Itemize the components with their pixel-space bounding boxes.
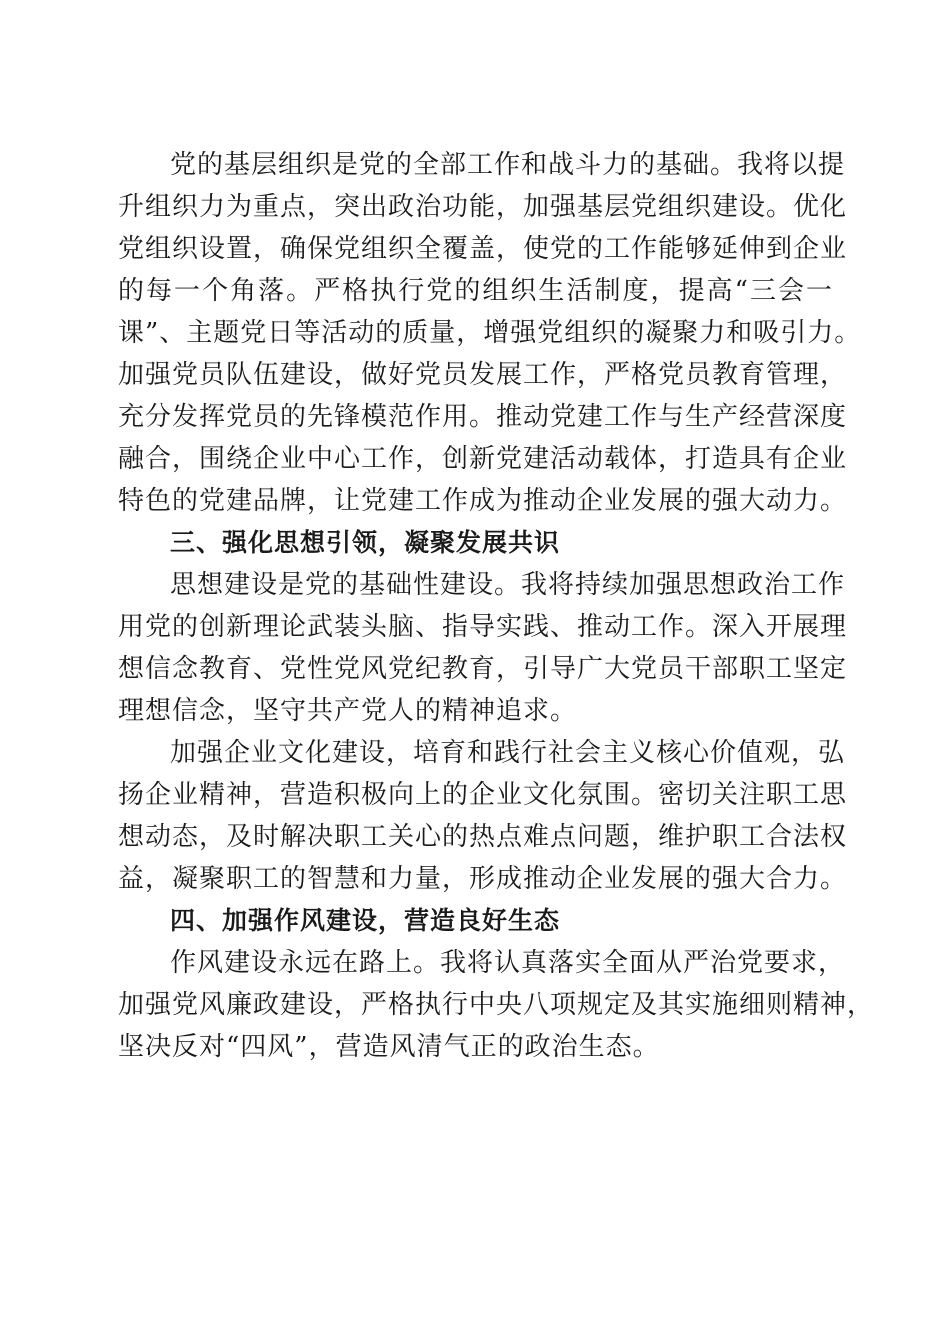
- text-line: 党组织设置，确保党组织全覆盖，使党的工作能够延伸到企业: [118, 234, 848, 264]
- section-heading-four: 四、加强作风建设，营造良好生态: [170, 906, 561, 935]
- text-line: 充分发挥党员的先锋模范作用。推动党建工作与生产经营深度: [118, 402, 848, 432]
- paragraph-ideological-building: [118, 564, 848, 732]
- text-line: 的每一个角落。严格执行党的组织生活制度，提高“三会一: [118, 276, 833, 306]
- text-line: 思想建设是党的基础性建设。我将持续加强思想政治工作: [170, 570, 846, 600]
- text-line: 益，凝聚职工的智慧和力量，形成推动企业发展的强大合力。: [118, 864, 848, 894]
- text-line: 理想信念，坚守共产党人的精神追求。: [118, 696, 578, 726]
- text-line: 用党的创新理论武装头脑、指导实践、推动工作。深入开展理: [118, 612, 848, 642]
- text-line: 作风建设永远在路上。我将认真落实全面从严治党要求，: [170, 948, 846, 978]
- text-line: 加强企业文化建设，培育和践行社会主义核心价值观，弘: [170, 738, 846, 768]
- text-line: 课”、主题党日等活动的质量，增强党组织的凝聚力和吸引力。: [118, 318, 862, 348]
- text-line: 扬企业精神，营造积极向上的企业文化氛围。密切关注职工思: [118, 780, 848, 810]
- text-line: 融合，围绕企业中心工作，创新党建活动载体，打造具有企业: [118, 444, 848, 474]
- text-line: 想信念教育、党性党风党纪教育，引导广大党员干部职工坚定: [118, 654, 848, 684]
- text-line: 特色的党建品牌，让党建工作成为推动企业发展的强大动力。: [118, 486, 848, 516]
- text-line: 加强党员队伍建设，做好党员发展工作，严格党员教育管理，: [118, 360, 848, 390]
- paragraph-corporate-culture: [118, 732, 848, 900]
- text-line: 加强党风廉政建设，严格执行中央八项规定及其实施细则精神，: [118, 990, 875, 1020]
- text-line: 升组织力为重点，突出政治功能，加强基层党组织建设。优化: [118, 192, 848, 222]
- paragraph-work-style: [118, 942, 875, 1068]
- text-line: 坚决反对“四风”，营造风清气正的政治生态。: [118, 1032, 660, 1062]
- document-page: [118, 144, 875, 1068]
- paragraph-grassroots-organization: [118, 144, 862, 522]
- text-line: 想动态，及时解决职工关心的热点难点问题，维护职工合法权: [118, 822, 848, 852]
- section-heading-three: 三、强化思想引领，凝聚发展共识: [170, 528, 561, 557]
- text-line: 党的基层组织是党的全部工作和战斗力的基础。我将以提: [170, 150, 846, 180]
